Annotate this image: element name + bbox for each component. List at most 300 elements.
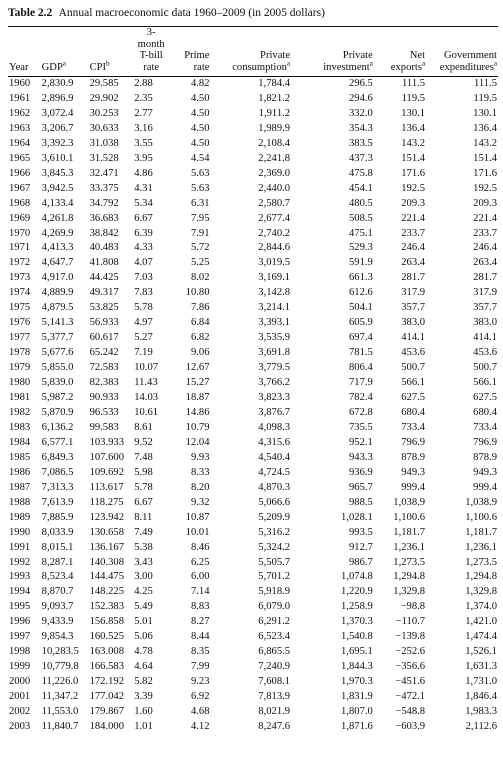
table-cell: −451.6: [395, 676, 426, 688]
table-cell: 2,108.4: [258, 137, 291, 149]
table-cell: 7.83: [134, 287, 153, 299]
table-cell: 184.000: [89, 720, 124, 732]
column-header-mid: Private: [342, 50, 373, 61]
table-cell: 5,316.2: [258, 526, 291, 538]
table-cell: 5.78: [134, 302, 153, 314]
table-row: [8, 286, 498, 301]
table-cell: 5,209.9: [258, 511, 291, 523]
table-cell: −252.6: [395, 646, 426, 658]
table-cell: 7,613.9: [41, 496, 74, 508]
table-cell: −472.1: [395, 691, 426, 703]
column-header: [133, 27, 169, 73]
column-header-bottom: rate: [143, 61, 160, 73]
table-cell: 4,724.5: [258, 466, 291, 478]
table-row: [8, 137, 498, 152]
table-cell: 4,647.7: [41, 257, 74, 269]
column-header: [291, 27, 374, 73]
table-cell: 119.5: [401, 92, 426, 104]
table-cell: 82.383: [89, 377, 119, 389]
table-row: [8, 212, 498, 227]
table-cell: 166.583: [89, 661, 124, 673]
table-cell: 627.5: [473, 392, 497, 404]
table-cell: 8,247.6: [258, 720, 291, 732]
table-cell: 7.49: [134, 526, 153, 538]
table-cell: 5,324.2: [258, 541, 291, 553]
table-cell: 591.9: [348, 257, 373, 269]
table-cell: 5,987.2: [41, 392, 74, 404]
table-cell: 12.04: [185, 436, 210, 448]
table-cell: 263.4: [401, 257, 426, 269]
table-cell: 163.008: [89, 646, 124, 658]
table-cell: 7,313.3: [41, 481, 74, 493]
table-cell: 1965: [9, 152, 31, 164]
table-cell: 5.27: [134, 332, 153, 344]
macro-data-table: [8, 27, 498, 735]
table-cell: 7.95: [190, 212, 210, 224]
table-cell: 4,269.9: [41, 227, 74, 239]
table-cell: 5.72: [190, 242, 210, 254]
table-cell: 2,580.7: [258, 197, 291, 209]
column-header-mid: [9, 50, 40, 62]
table-cell: 4,870.3: [258, 481, 291, 493]
table-cell: 5.25: [190, 257, 210, 269]
table-cell: 3,942.5: [41, 182, 74, 194]
table-cell: 15.27: [185, 377, 210, 389]
table-cell: 6,523.4: [258, 631, 291, 643]
table-cell: 111.5: [473, 78, 497, 89]
table-cell: 1,844.3: [341, 661, 373, 673]
table-cell: 4.68: [190, 706, 210, 718]
table-cell: 566.1: [401, 377, 426, 389]
table-cell: 5,141.3: [41, 317, 74, 329]
table-cell: 1972: [9, 257, 31, 269]
table-cell: 1,911.2: [258, 107, 291, 119]
table-cell: 6.25: [190, 556, 210, 568]
table-cell: 988.5: [348, 496, 373, 508]
table-cell: 993.5: [348, 526, 373, 538]
table-cell: 107.600: [89, 451, 124, 463]
table-cell: 9.93: [190, 451, 210, 463]
table-cell: 1999: [9, 661, 31, 673]
table-cell: 1,631.3: [465, 661, 497, 673]
table-cell: 2,830.9: [41, 78, 74, 89]
table-cell: 3.00: [134, 571, 153, 583]
table-cell: −548.8: [395, 706, 426, 718]
table-row: [8, 167, 498, 182]
table-cell: 30.633: [89, 122, 119, 134]
table-cell: 5.01: [134, 616, 153, 628]
footnote-marker: a: [369, 58, 373, 67]
table-cell: 1,807.0: [341, 706, 373, 718]
table-cell: 53.825: [89, 302, 119, 314]
table-cell: 3,393.1: [258, 317, 291, 329]
table-cell: 733.4: [401, 421, 426, 433]
table-cell: 4,540.4: [258, 451, 291, 463]
table-row: [8, 660, 498, 675]
table-cell: 796.9: [473, 436, 497, 448]
table-cell: 2,740.2: [258, 227, 291, 239]
table-cell: 221.4: [473, 212, 497, 224]
table-cell: 4.12: [190, 720, 210, 732]
table-row: [8, 421, 498, 436]
table-cell: 18.87: [185, 392, 210, 404]
table-cell: 3,169.1: [258, 272, 291, 284]
table-cell: 357.7: [473, 302, 497, 314]
table-cell: 949.3: [473, 466, 497, 478]
table-cell: 136.4: [473, 122, 497, 134]
table-cell: 1997: [9, 631, 31, 643]
table-cell: 31.528: [89, 152, 119, 164]
table-cell: 31.038: [89, 137, 119, 149]
table-cell: 383.0: [401, 317, 426, 329]
table-cell: 10.87: [185, 511, 210, 523]
column-header: [211, 27, 292, 73]
table-cell: 246.4: [473, 242, 497, 254]
table-cell: 3.39: [134, 691, 153, 703]
table-cell: 3,206.7: [41, 122, 74, 134]
table-cell: 6,849.3: [41, 451, 74, 463]
table-cell: 1963: [9, 122, 31, 134]
table-cell: 8.35: [190, 646, 210, 658]
table-cell: 1998: [9, 646, 31, 658]
table-cell: 5,377.7: [41, 332, 74, 344]
table-cell: 4.33: [134, 242, 153, 254]
table-cell: 1,989.9: [258, 122, 291, 134]
column-header-bottom: GDP$^a$: [41, 58, 66, 73]
table-cell: 1,074.8: [341, 571, 373, 583]
table-cell: 5.63: [190, 167, 210, 179]
table-cell: 697.4: [348, 332, 373, 344]
column-header-top: [292, 39, 373, 51]
column-header-bottom: expenditures$^a$: [439, 58, 497, 73]
table-cell: 1,526.1: [465, 646, 497, 658]
table-row: [8, 556, 498, 571]
table-row: [8, 406, 498, 421]
table-cell: 4.31: [134, 182, 153, 194]
table-cell: 49.317: [89, 287, 119, 299]
table-cell: 281.7: [473, 272, 497, 284]
table-cell: 4.97: [134, 317, 153, 329]
table-cell: 357.7: [401, 302, 426, 314]
table-cell: 8,021.9: [258, 706, 291, 718]
table-cell: 14.03: [134, 392, 159, 404]
column-header-bottom: CPI$^b$: [89, 58, 110, 73]
table-cell: 1,038.9: [393, 496, 426, 508]
table-cell: 1981: [9, 392, 31, 404]
table-cell: 29.585: [89, 78, 119, 89]
table-cell: 10.79: [185, 421, 210, 433]
table-cell: 60.617: [89, 332, 119, 344]
table-cell: 233.7: [401, 227, 426, 239]
table-cell: 3,392.3: [41, 137, 74, 149]
table-cell: 8.46: [190, 541, 210, 553]
table-cell: 296.5: [348, 78, 373, 89]
page: [8, 6, 498, 735]
table-cell: 7.03: [134, 272, 153, 284]
table-cell: 999.4: [401, 481, 426, 493]
table-cell: 1,474.4: [465, 631, 497, 643]
table-cell: 65.242: [89, 347, 119, 359]
table-body: [8, 77, 498, 735]
table-cell: 4.64: [134, 661, 153, 673]
column-header-top: [42, 39, 88, 51]
table-cell: 1975: [9, 302, 31, 314]
table-cell: 233.7: [473, 227, 497, 239]
table-cell: 192.5: [401, 182, 426, 194]
table-cell: 4.78: [134, 646, 153, 658]
table-cell: 7,086.5: [41, 466, 74, 478]
table-cell: 151.4: [401, 152, 426, 164]
column-header-top: [90, 39, 133, 51]
table-row: [8, 256, 498, 271]
table-cell: 5.34: [134, 197, 153, 209]
table-cell: 4.86: [134, 167, 153, 179]
table-cell: 5,870.9: [41, 406, 74, 418]
table-cell: 281.7: [401, 272, 426, 284]
table-cell: 3.16: [134, 122, 153, 134]
table-cell: 72.583: [89, 362, 119, 374]
table-cell: 119.5: [473, 92, 497, 104]
table-cell: 5,855.0: [41, 362, 74, 374]
column-header-bottom: exports$^a$: [390, 58, 426, 73]
table-cell: 7.99: [190, 661, 210, 673]
table-cell: 11,347.2: [41, 691, 79, 703]
table-cell: 4,889.9: [41, 287, 74, 299]
table-cell: 3,691.8: [258, 347, 291, 359]
table-cell: 136.167: [89, 541, 124, 553]
table-cell: 8.11: [134, 511, 153, 523]
table-cell: 14.86: [185, 406, 210, 418]
table-cell: 605.9: [348, 317, 373, 329]
table-cell: 152.383: [89, 601, 124, 613]
column-header-bottom: consumption$^a$: [232, 58, 291, 73]
column-header-mid: Net: [409, 50, 426, 61]
table-row: [8, 645, 498, 660]
table-cell: 10,283.5: [41, 646, 79, 658]
table-cell: 1967: [9, 182, 31, 194]
column-header-mid: [90, 50, 133, 62]
table-cell: 7,813.9: [258, 691, 291, 703]
table-cell: 1961: [9, 92, 31, 104]
table-cell: 529.3: [348, 242, 373, 254]
table-cell: 878.9: [473, 451, 497, 463]
table-cell: 4.25: [134, 586, 153, 598]
table-cell: 4,879.5: [41, 302, 74, 314]
table-cell: 796.9: [401, 436, 426, 448]
table-cell: 782.4: [348, 392, 373, 404]
table-cell: 11.43: [134, 377, 158, 389]
table-cell: 8,870.7: [41, 586, 74, 598]
table-cell: 6,079.0: [258, 601, 291, 613]
table-cell: 140.308: [89, 556, 124, 568]
table-cell: 9,854.3: [41, 631, 74, 643]
table-row: [8, 585, 498, 600]
table-row: [8, 122, 498, 137]
table-cell: 1968: [9, 197, 31, 209]
table-cell: 1,983.3: [465, 706, 497, 718]
table-cell: 5,505.7: [258, 556, 291, 568]
table-cell: 2,844.6: [258, 242, 291, 254]
table-cell: 1991: [9, 541, 31, 553]
table-cell: 6.31: [190, 197, 210, 209]
table-cell: 1,374.0: [465, 601, 497, 613]
column-header-mid: Government: [444, 50, 497, 61]
table-row: [8, 541, 498, 556]
column-header: [426, 27, 498, 73]
table-cell: 1983: [9, 421, 31, 433]
table-cell: 1,731.0: [465, 676, 497, 688]
table-cell: 5.78: [134, 481, 153, 493]
column-header-bottom: rate: [193, 61, 210, 73]
table-cell: 7,240.9: [258, 661, 291, 673]
table-cell: 1970: [9, 227, 31, 239]
table-cell: 6.84: [190, 317, 210, 329]
column-header: [41, 27, 89, 73]
table-row: [8, 361, 498, 376]
table-cell: 2,241.8: [258, 152, 291, 164]
table-cell: 156.858: [89, 616, 124, 628]
table-cell: 111.5: [402, 78, 426, 89]
table-cell: 144.475: [89, 571, 124, 583]
table-cell: 1996: [9, 616, 31, 628]
table-cell: 2.88: [134, 78, 153, 89]
table-cell: 1993: [9, 571, 31, 583]
table-cell: 1,258.9: [341, 601, 373, 613]
table-cell: 109.692: [89, 466, 124, 478]
table-row: [8, 630, 498, 645]
table-cell: 8.20: [190, 481, 210, 493]
table-cell: 661.3: [348, 272, 373, 284]
table-cell: 3,845.3: [41, 167, 74, 179]
table-cell: 11,226.0: [41, 676, 79, 688]
table-cell: −139.8: [395, 631, 426, 643]
table-cell: 41.808: [89, 257, 119, 269]
column-header-mid: T-bill: [139, 50, 163, 61]
table-cell: 6.67: [134, 496, 153, 508]
table-cell: 6,136.2: [41, 421, 74, 433]
header-row: [8, 27, 498, 73]
table-cell: 3,876.7: [258, 406, 291, 418]
footnote-marker: a: [286, 58, 291, 67]
footnote-marker: a: [62, 58, 66, 67]
table-row: [8, 241, 498, 256]
table-cell: 130.1: [473, 107, 497, 119]
table-cell: 6.82: [190, 332, 210, 344]
table-cell: 453.6: [473, 347, 497, 359]
table-cell: 4.50: [190, 122, 210, 134]
table-cell: 143.2: [473, 137, 497, 149]
table-cell: −98.8: [400, 601, 426, 613]
table-cell: 33.375: [89, 182, 119, 194]
table-cell: 414.1: [401, 332, 426, 344]
table-cell: 130.1: [401, 107, 426, 119]
table-row: [8, 600, 498, 615]
table-cell: 500.7: [473, 362, 497, 374]
table-cell: 6,291.2: [258, 616, 291, 628]
table-cell: 1,695.1: [341, 646, 373, 658]
table-cell: 965.7: [348, 481, 373, 493]
table-cell: −356.6: [395, 661, 426, 673]
table-row: [8, 331, 498, 346]
table-cell: 1971: [9, 242, 31, 254]
table-cell: 177.042: [89, 691, 124, 703]
table-cell: 209.3: [401, 197, 426, 209]
table-cell: 1,236.1: [393, 541, 426, 553]
table-cell: 3,823.3: [258, 392, 291, 404]
column-header-top: [9, 39, 40, 51]
table-cell: 40.483: [89, 242, 119, 254]
table-cell: 1,831.9: [341, 691, 373, 703]
table-cell: 10,779.8: [41, 661, 79, 673]
table-cell: 123.942: [89, 511, 124, 523]
table-cell: 1.01: [134, 720, 153, 732]
table-cell: 7.86: [190, 302, 210, 314]
table-cell: 8.44: [190, 631, 210, 643]
table-row: [8, 77, 498, 92]
table-cell: 4,133.4: [41, 197, 74, 209]
table-row: [8, 152, 498, 167]
table-cell: 34.792: [89, 197, 119, 209]
table-cell: 96.533: [89, 406, 119, 418]
table-cell: 1960: [9, 78, 31, 89]
table-cell: 1995: [9, 601, 31, 613]
column-header-mid: Prime: [184, 50, 210, 61]
table-cell: 4,315.6: [258, 436, 291, 448]
table-cell: 4.07: [134, 257, 153, 269]
column-header-top: [375, 39, 425, 51]
table-cell: 680.4: [401, 406, 426, 418]
table-cell: 1,421.0: [465, 616, 497, 628]
table-row: [8, 182, 498, 197]
table-cell: 7.48: [134, 451, 153, 463]
table-cell: 10.61: [134, 406, 159, 418]
table-cell: 9.52: [134, 436, 153, 448]
table-cell: 3.55: [134, 137, 153, 149]
table-cell: 11,553.0: [41, 706, 79, 718]
table-cell: 7,885.9: [41, 511, 74, 523]
table-cell: 943.3: [348, 451, 373, 463]
table-cell: 878.9: [401, 451, 426, 463]
table-cell: 3,610.1: [41, 152, 74, 164]
table-row: [8, 376, 498, 391]
table-cell: 936.9: [348, 466, 373, 478]
table-row: [8, 316, 498, 331]
table-cell: 1,028.1: [341, 511, 373, 523]
table-cell: 2,440.0: [258, 182, 291, 194]
table-cell: 999.4: [473, 481, 497, 493]
column-header-mid: Private: [260, 50, 291, 61]
table-cell: 8.83: [190, 601, 210, 613]
table-cell: 7.14: [190, 586, 210, 598]
table-cell: 4,917.0: [41, 272, 74, 284]
table-cell: 10.07: [134, 362, 159, 374]
table-cell: 2,112.6: [465, 720, 497, 732]
column-header-top: 3-month: [137, 27, 165, 50]
table-row: [8, 227, 498, 242]
table-cell: 4.50: [190, 92, 210, 104]
table-cell: 1976: [9, 317, 31, 329]
table-cell: 952.1: [348, 436, 373, 448]
table-cell: 263.4: [473, 257, 497, 269]
table-cell: 3,779.5: [258, 362, 291, 374]
table-cell: 1,236.1: [465, 541, 497, 553]
table-row: [8, 720, 498, 735]
table-row: [8, 705, 498, 720]
table-cell: 6,577.1: [41, 436, 74, 448]
table-row: [8, 481, 498, 496]
table-cell: 130.658: [89, 526, 124, 538]
table-cell: 1969: [9, 212, 31, 224]
